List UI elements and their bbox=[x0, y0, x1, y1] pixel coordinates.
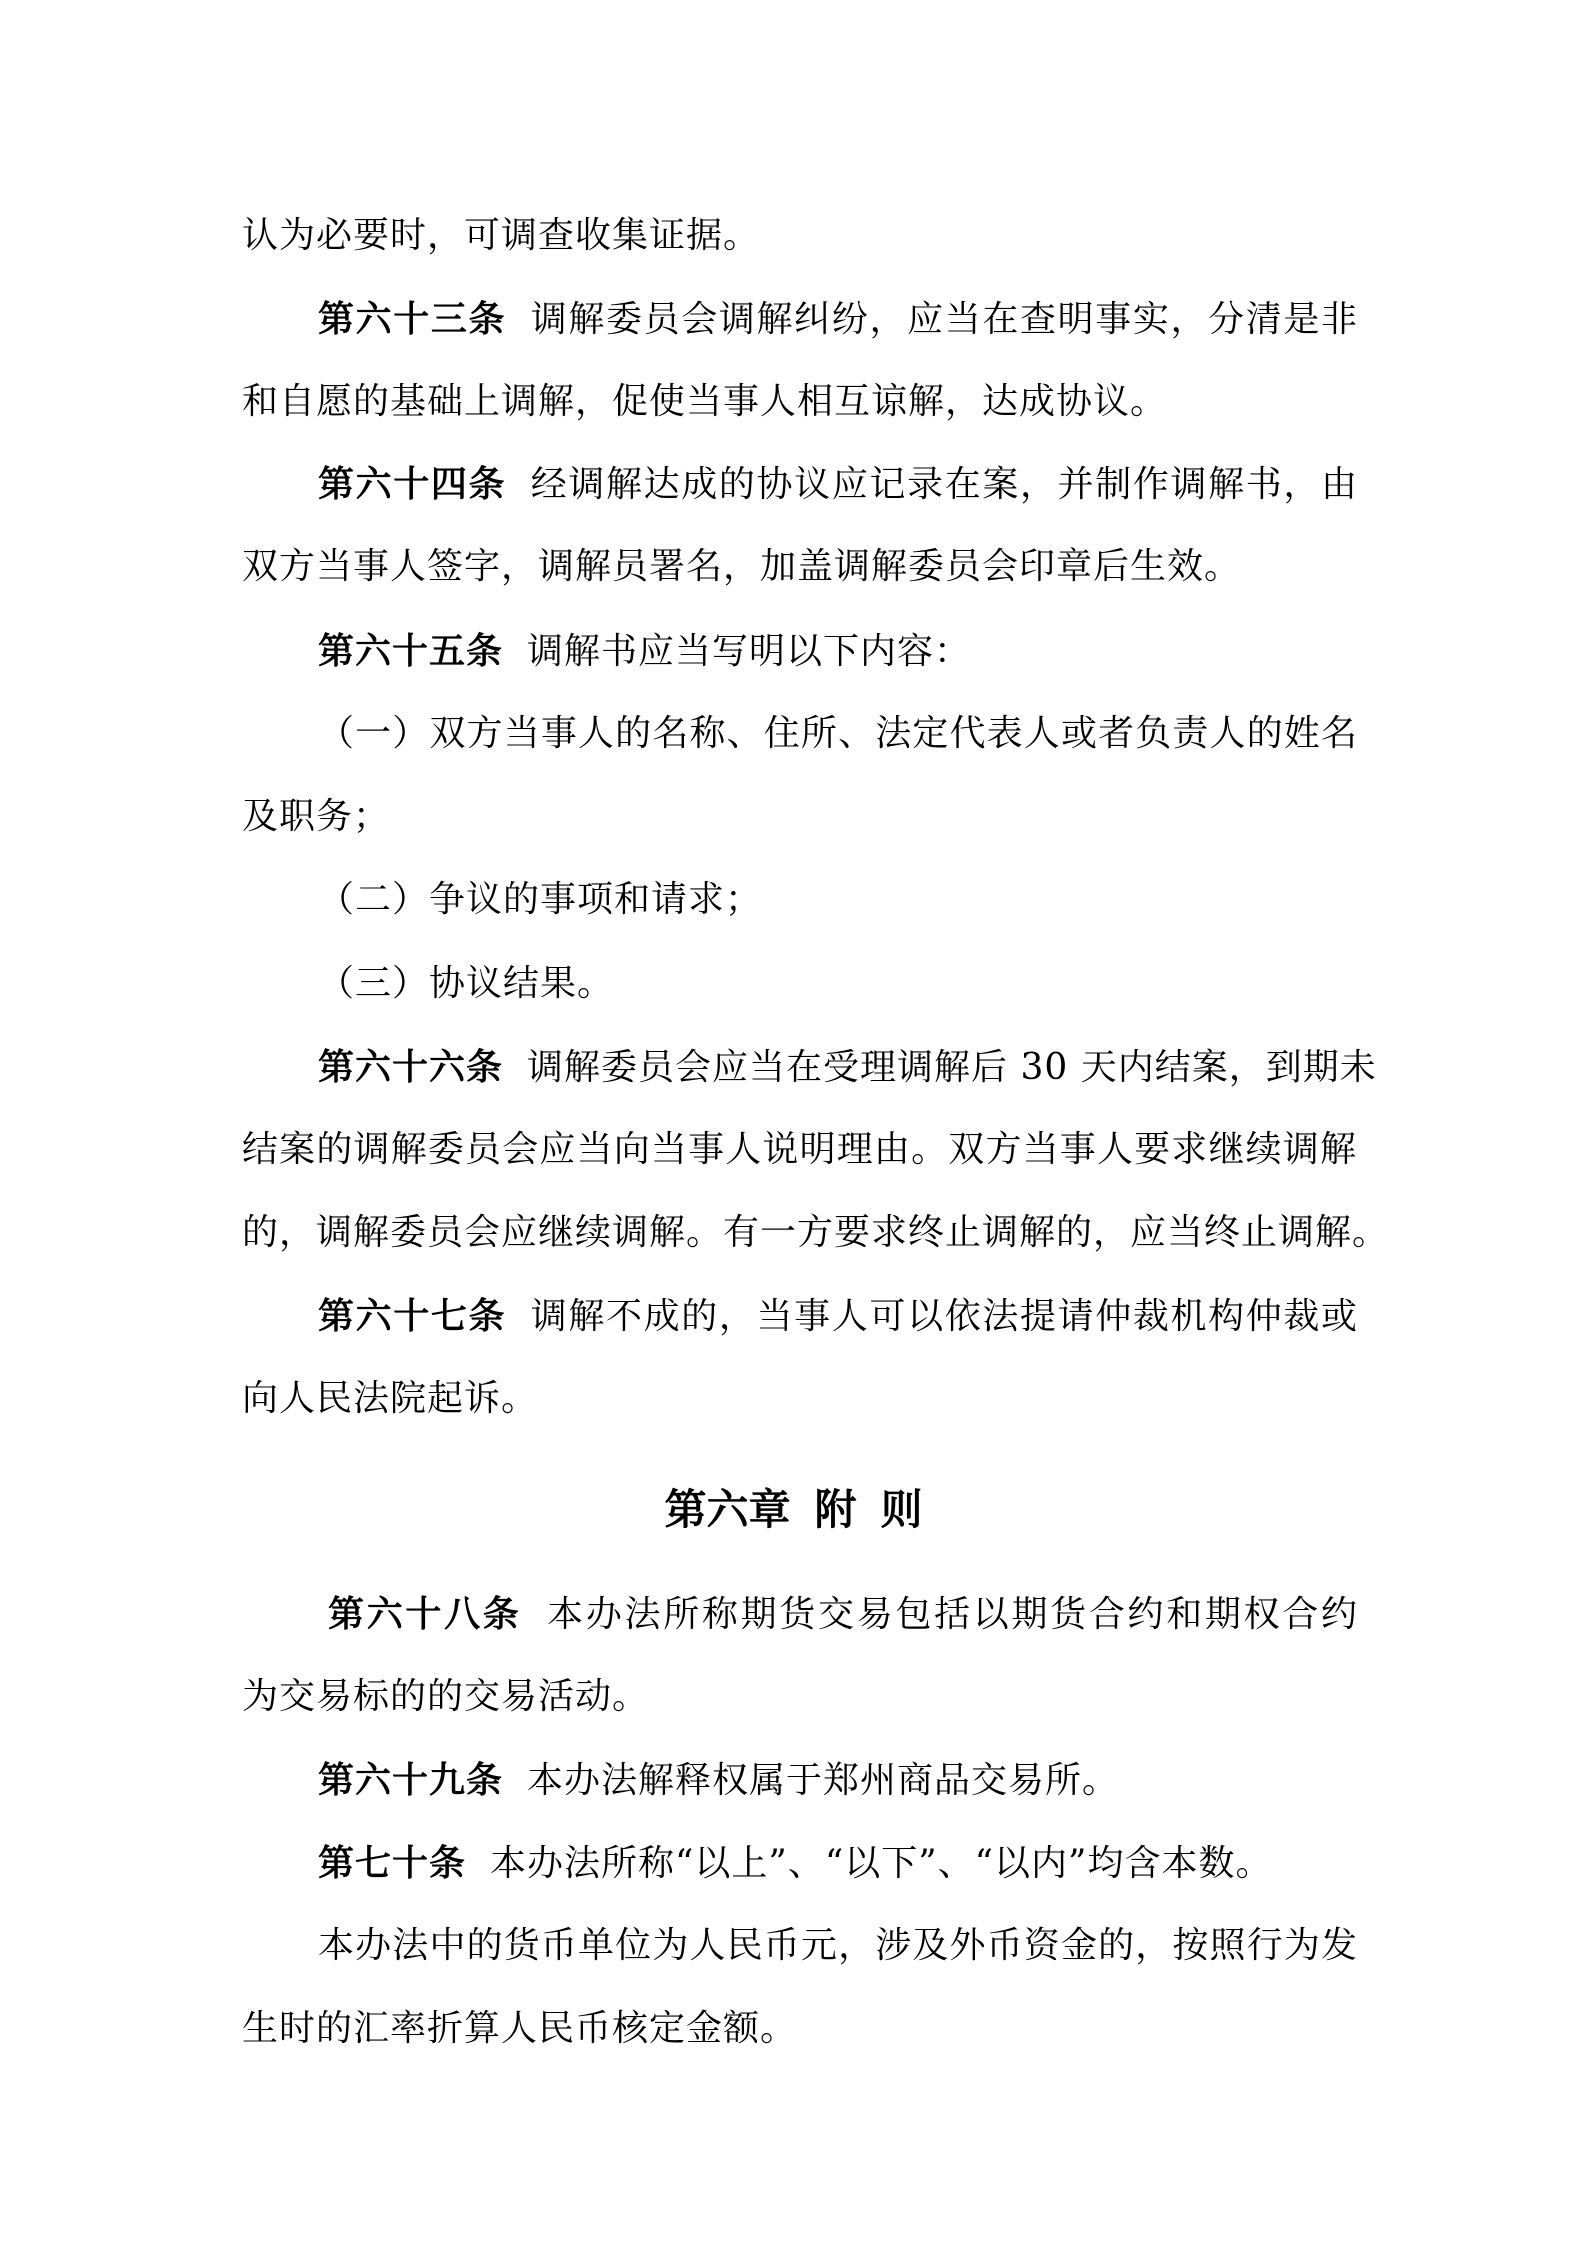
article-64-line-1 bbox=[318, 460, 1358, 509]
chapter-title-part-1: 附 bbox=[814, 1485, 857, 1534]
article-66-line-2 bbox=[242, 1126, 1357, 1174]
article-70-text: 本办法所称“以上”、“以下”、“以内”均含本数。 bbox=[490, 1843, 1273, 1884]
article-68-line-2 bbox=[242, 1673, 1357, 1721]
article-64-title: 第六十四条 bbox=[318, 463, 507, 505]
article-63-line-1 bbox=[318, 295, 1358, 344]
currency-paragraph-line-2 bbox=[242, 2005, 1357, 2053]
article-63-title: 第六十三条 bbox=[318, 298, 507, 340]
article-65-line-1 bbox=[318, 627, 1358, 676]
paragraph-text: 本办法中的货币单位为人民币元，涉及外币资金的，按照行为发 bbox=[318, 1925, 1358, 1966]
article-67-text: 调解不成的，当事人可以依法提请仲裁机构仲裁或 bbox=[530, 1296, 1358, 1337]
chapter-number: 第六章 bbox=[664, 1485, 791, 1534]
article-64-line-2 bbox=[242, 543, 1357, 591]
article-66-text: 结案的调解委员会应当向当事人说明理由。双方当事人要求继续调解 bbox=[242, 1129, 1357, 1170]
article-67-title: 第六十七条 bbox=[318, 1295, 507, 1337]
text-line bbox=[242, 212, 1357, 260]
article-65-title: 第六十五条 bbox=[318, 630, 504, 672]
article-68-text: 为交易标的的交易活动。 bbox=[242, 1676, 650, 1717]
article-69-title: 第六十九条 bbox=[318, 1759, 504, 1801]
list-item-1-line-2 bbox=[242, 793, 1357, 841]
article-66-text: 的，调解委员会应继续调解。有一方要求终止调解的，应当终止调解。 bbox=[242, 1212, 1390, 1253]
article-67-line-1 bbox=[318, 1292, 1358, 1341]
article-69-text: 本办法解释权属于郑州商品交易所。 bbox=[527, 1760, 1120, 1801]
currency-paragraph-line-1 bbox=[318, 1922, 1358, 1970]
list-item-text: 及职务； bbox=[242, 796, 391, 837]
article-64-text: 经调解达成的协议应记录在案，并制作调解书，由 bbox=[530, 464, 1358, 505]
list-item-2 bbox=[318, 876, 1358, 924]
chapter-title-part-2: 则 bbox=[880, 1485, 923, 1534]
article-66-line-3 bbox=[242, 1209, 1390, 1257]
article-66-title: 第六十六条 bbox=[318, 1046, 504, 1088]
list-item-text: （二）争议的事项和请求； bbox=[318, 879, 763, 920]
list-item-text: （一）双方当事人的名称、住所、法定代表人或者负责人的姓名 bbox=[318, 713, 1358, 754]
article-67-text: 向人民法院起诉。 bbox=[242, 1378, 539, 1419]
article-68-text: 本办法所称期货交易包括以期货合约和期权合约 bbox=[545, 1594, 1358, 1635]
article-68-line-1 bbox=[328, 1590, 1358, 1639]
article-65-text: 调解书应当写明以下内容： bbox=[527, 631, 972, 672]
chapter-heading bbox=[0, 1482, 1587, 1538]
article-63-text: 和自愿的基础上调解，促使当事人相互谅解，达成协议。 bbox=[242, 381, 1168, 422]
list-item-text: （三）协议结果。 bbox=[318, 963, 615, 1004]
paragraph-text: 生时的汇率折算人民币核定金额。 bbox=[242, 2008, 798, 2049]
article-70-line-1 bbox=[318, 1839, 1358, 1888]
article-66-text: 调解委员会应当在受理调解后 30 天内结案，到期未 bbox=[527, 1047, 1377, 1088]
article-68-title: 第六十八条 bbox=[328, 1593, 522, 1635]
article-63-text: 调解委员会调解纠纷，应当在查明事实，分清是非 bbox=[530, 299, 1358, 340]
paragraph-text: 认为必要时，可调查收集证据。 bbox=[242, 215, 761, 256]
list-item-3 bbox=[318, 960, 1358, 1008]
article-70-title: 第七十条 bbox=[318, 1842, 467, 1884]
article-64-text: 双方当事人签字，调解员署名，加盖调解委员会印章后生效。 bbox=[242, 546, 1242, 587]
article-67-line-2 bbox=[242, 1375, 1357, 1423]
article-69-line-1 bbox=[318, 1756, 1358, 1805]
article-63-line-2 bbox=[242, 378, 1357, 426]
list-item-1-line-1 bbox=[318, 710, 1358, 758]
article-66-line-1 bbox=[318, 1043, 1377, 1092]
